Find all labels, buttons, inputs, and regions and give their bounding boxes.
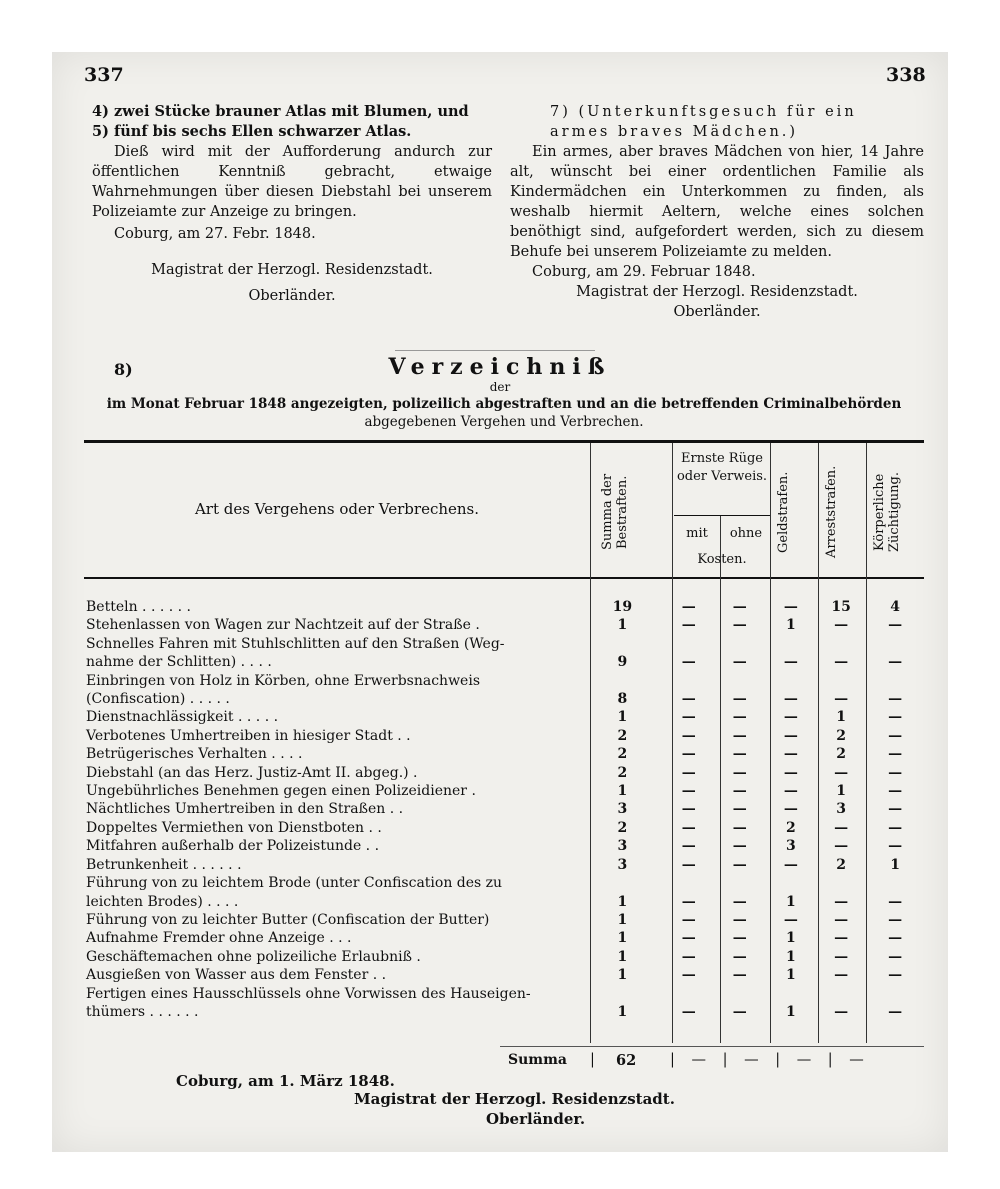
ohne-cell: — — [732, 783, 747, 800]
summa-dashes: | — | — | — | — — [670, 1052, 870, 1068]
offence-cell: Aufnahme Fremder ohne Anzeige . . . — [86, 930, 352, 947]
table-row — [84, 856, 924, 874]
table-row — [84, 672, 924, 690]
offence-cell: Nächtliches Umhertreiben in den Straßen . . — [86, 801, 404, 818]
ad-signer: Magistrat der Herzogl. Residenzstadt. — [576, 284, 858, 300]
page-number-right: 338 — [886, 64, 926, 86]
table-row — [84, 690, 924, 708]
summa-cell: 1 — [617, 893, 628, 910]
header-kosten: Kosten. — [697, 552, 747, 567]
ohne-cell — [714, 635, 766, 653]
geld-cell: 1 — [785, 1003, 796, 1020]
arrest-cell: — — [834, 691, 849, 708]
koerper-cell: — — [888, 617, 903, 634]
koerper-cell: — — [888, 930, 903, 947]
koerper-cell — [866, 874, 924, 892]
geld-cell: — — [783, 746, 798, 763]
offence-cell: Verbotenes Umhertreiben in hiesiger Stadt . . — [86, 727, 411, 744]
summa-cell: 1 — [617, 967, 628, 984]
mit-cell: — — [681, 838, 696, 855]
koerper-cell: — — [888, 727, 903, 744]
offence-cell: Führung von zu leichter Butter (Confiscation der Butter) — [86, 911, 490, 928]
koerper-cell: — — [888, 709, 903, 726]
mit-cell: — — [681, 727, 696, 744]
footer-date: Coburg, am 1. März 1848. — [176, 1072, 395, 1090]
summa-cell: 3 — [617, 838, 628, 855]
table-top-rule — [84, 440, 924, 443]
ohne-cell: — — [732, 838, 747, 855]
geld-cell: — — [783, 654, 798, 671]
summa-cell: 1 — [617, 948, 628, 965]
mit-cell — [664, 985, 714, 1003]
geld-cell: — — [783, 599, 798, 615]
geld-cell: — — [783, 691, 798, 708]
table-row — [84, 966, 924, 984]
koerper-cell — [866, 672, 924, 690]
geld-cell: 1 — [785, 967, 796, 984]
summa-cell: 1 — [617, 783, 628, 800]
mit-cell: — — [681, 967, 696, 984]
table-row — [84, 819, 924, 837]
arrest-cell: — — [834, 819, 849, 836]
koerper-cell: — — [888, 967, 903, 984]
ohne-cell: — — [732, 819, 747, 836]
ohne-cell: — — [732, 930, 747, 947]
arrest-cell: 1 — [836, 783, 846, 800]
mit-cell: — — [681, 930, 696, 947]
mit-cell — [664, 635, 714, 653]
table-row — [84, 837, 924, 855]
ohne-cell: — — [732, 691, 747, 708]
summa-cell — [581, 635, 664, 653]
notice-paragraph: Dieß wird mit der Aufforderung andurch zur öffentlichen Kenntniß gebracht, etwaige Wahrnehmungen über diesen Diebstahl bei unserem Polizeiamte zur Anzeige zu bringen. — [92, 144, 492, 220]
arrest-cell — [816, 672, 866, 690]
ohne-cell: — — [732, 617, 747, 634]
mit-cell: — — [681, 1003, 696, 1020]
offence-cell: Betrunkenheit . . . . . . — [86, 856, 242, 873]
table-row — [84, 653, 924, 671]
table-row — [84, 782, 924, 800]
arrest-cell: — — [834, 893, 849, 910]
ohne-cell: — — [732, 1003, 747, 1020]
geld-cell: — — [783, 856, 798, 873]
offence-cell: Betteln . . . . . . — [86, 599, 192, 615]
ohne-cell: — — [732, 856, 747, 873]
ad-heading: 7) (Unterkunftsgesuch für ein armes braves Mädchen.) — [550, 104, 857, 140]
mit-cell: — — [681, 801, 696, 818]
right-column — [510, 102, 924, 322]
offence-cell: Betrügerisches Verhalten . . . . — [86, 746, 303, 763]
kosten-rule — [674, 515, 770, 516]
arrest-cell: — — [834, 948, 849, 965]
mit-cell: — — [681, 709, 696, 726]
table-row — [84, 727, 924, 745]
geld-cell: — — [783, 709, 798, 726]
geld-cell: — — [783, 801, 798, 818]
summa-cell — [581, 672, 664, 690]
summa-cell: 1 — [617, 911, 628, 928]
notice-name: Oberländer. — [248, 288, 336, 304]
section-der: der — [489, 380, 511, 394]
section-line-2: abgegebenen Vergehen und Verbrechen. — [364, 414, 644, 430]
table-row — [84, 616, 924, 634]
arrest-cell — [816, 985, 866, 1003]
arrest-cell — [816, 635, 866, 653]
ohne-cell — [714, 672, 766, 690]
mit-cell: — — [681, 691, 696, 708]
item-line-5: 5) fünf bis sechs Ellen schwarzer Atlas. — [92, 123, 412, 140]
header-koerper: Körperliche Züchtigung. — [872, 472, 902, 552]
ohne-cell: — — [732, 654, 747, 671]
summa-cell — [581, 874, 664, 892]
summa-cell: 19 — [612, 599, 633, 615]
header-geld: Geldstrafen. — [776, 471, 791, 553]
geld-cell: 2 — [785, 819, 796, 836]
table-row — [84, 948, 924, 966]
offence-cell: Führung von zu leichtem Brode (unter Confiscation des zu — [86, 875, 503, 892]
mit-cell: — — [681, 948, 696, 965]
summa-cell: 3 — [617, 801, 628, 818]
geld-cell: 3 — [785, 838, 796, 855]
geld-cell: 1 — [785, 617, 796, 634]
summa-cell: 2 — [617, 819, 628, 836]
mit-cell: — — [681, 654, 696, 671]
ad-date: Coburg, am 29. Februar 1848. — [532, 264, 756, 280]
geld-cell: 1 — [785, 948, 796, 965]
summa-cell: 8 — [617, 691, 628, 708]
arrest-cell: 2 — [836, 727, 846, 744]
page-number-left: 337 — [84, 64, 124, 86]
arrest-cell: 2 — [836, 856, 846, 873]
offence-cell: nahme der Schlitten) . . . . — [86, 654, 272, 671]
ohne-cell: — — [732, 911, 747, 928]
koerper-cell — [866, 985, 924, 1003]
arrest-cell: 2 — [836, 746, 846, 763]
geld-cell — [766, 874, 816, 892]
koerper-cell: — — [888, 654, 903, 671]
header-mit: mit — [686, 526, 708, 541]
offence-cell: Schnelles Fahren mit Stuhlschlitten auf den Straßen (Weg- — [86, 635, 505, 652]
ad-paragraph: Ein armes, aber braves Mädchen von hier, 14 Jahre alt, wünscht bei einer ordentlichen Familie als Kindermädchen ein Unterkommen zu finden, als weshalb hiermit Aeltern, welche eines solchen benöthigt sind, aufgefordert werden, sich zu diesem Behufe bei unserem Polizeiamte zu melden. — [510, 144, 924, 260]
arrest-cell: — — [834, 764, 849, 781]
header-art: Art des Vergehens oder Verbrechens. — [194, 500, 480, 518]
mit-cell — [664, 672, 714, 690]
koerper-cell: — — [888, 691, 903, 708]
offence-cell: Einbringen von Holz in Körben, ohne Erwerbsnachweis — [86, 672, 481, 689]
koerper-cell — [866, 635, 924, 653]
arrest-cell: — — [834, 911, 849, 928]
ohne-cell: — — [732, 893, 747, 910]
summa-cell: 9 — [617, 654, 628, 671]
geld-cell: — — [783, 783, 798, 800]
ohne-cell: — — [732, 727, 747, 744]
koerper-cell: — — [888, 948, 903, 965]
ohne-cell: — — [732, 967, 747, 984]
ad-name: Oberländer. — [673, 304, 761, 320]
offence-cell: (Confiscation) . . . . . — [86, 691, 230, 708]
arrest-cell: — — [834, 617, 849, 634]
offence-table — [84, 598, 924, 1021]
koerper-cell: — — [888, 893, 903, 910]
ohne-cell — [714, 874, 766, 892]
summa-cell: 2 — [617, 727, 628, 744]
geld-cell: — — [783, 911, 798, 928]
koerper-cell: — — [888, 801, 903, 818]
geld-cell: 1 — [785, 893, 796, 910]
summa-rule — [500, 1046, 924, 1047]
mit-cell: — — [681, 893, 696, 910]
offence-cell: leichten Brodes) . . . . — [86, 893, 239, 910]
arrest-cell: 15 — [831, 599, 851, 615]
table-row — [84, 800, 924, 818]
summa-cell: 1 — [617, 930, 628, 947]
header-arrest: Arreststrafen. — [824, 465, 839, 559]
offence-cell: Mitfahren außerhalb der Polizeistunde . . — [86, 838, 380, 855]
section-number: 8) — [114, 360, 133, 379]
koerper-cell: 1 — [890, 856, 901, 873]
mit-cell: — — [681, 764, 696, 781]
header-ohne: ohne — [729, 526, 763, 541]
summa-label: Summa — [508, 1052, 567, 1068]
summa-total: 62 — [616, 1052, 637, 1069]
arrest-cell: — — [834, 930, 849, 947]
summa-cell: 3 — [617, 856, 628, 873]
ohne-cell: — — [732, 948, 747, 965]
geld-cell — [766, 672, 816, 690]
table-row — [84, 745, 924, 763]
koerper-cell: — — [888, 911, 903, 928]
divider — [395, 350, 595, 351]
koerper-cell: — — [888, 764, 903, 781]
footer-signer: Magistrat der Herzogl. Residenzstadt. — [354, 1090, 675, 1108]
arrest-cell: 3 — [836, 801, 846, 818]
offence-cell: thümers . . . . . . — [86, 1003, 199, 1020]
mit-cell: — — [681, 599, 696, 615]
notice-signer: Magistrat der Herzogl. Residenzstadt. — [151, 262, 433, 278]
ohne-cell — [714, 985, 766, 1003]
offence-cell: Dienstnachlässigkeit . . . . . — [86, 709, 279, 726]
geld-cell — [766, 985, 816, 1003]
koerper-cell: — — [888, 1003, 903, 1020]
geld-cell — [766, 635, 816, 653]
table-row — [84, 1003, 924, 1021]
mit-cell — [664, 874, 714, 892]
offence-cell: Diebstahl (an das Herz. Justiz-Amt II. abgeg.) . — [86, 764, 418, 781]
offence-cell: Stehenlassen von Wagen zur Nachtzeit auf der Straße . — [86, 617, 480, 634]
koerper-cell: 4 — [890, 599, 901, 615]
table-row — [84, 985, 924, 1003]
koerper-cell: — — [888, 819, 903, 836]
offence-cell: Ungebührliches Benehmen gegen einen Polizeidiener . — [86, 783, 476, 800]
header-summa: Summa der Bestraften. — [600, 473, 630, 551]
arrest-cell — [816, 874, 866, 892]
ohne-cell: — — [732, 709, 747, 726]
table-row — [84, 929, 924, 947]
table-row — [84, 598, 924, 616]
summa-cell — [581, 985, 664, 1003]
table-row — [84, 708, 924, 726]
mit-cell: — — [681, 911, 696, 928]
arrest-cell: — — [834, 838, 849, 855]
offence-cell: Doppeltes Vermiethen von Dienstboten . . — [86, 819, 382, 836]
item-line-4: 4) zwei Stücke brauner Atlas mit Blumen, und — [92, 103, 469, 120]
arrest-cell: — — [834, 1003, 849, 1020]
section-title: Verzeichniß — [388, 354, 612, 380]
table-row — [84, 764, 924, 782]
table-row — [84, 635, 924, 653]
ohne-cell: — — [732, 599, 747, 615]
geld-cell: — — [783, 727, 798, 744]
mit-cell: — — [681, 617, 696, 634]
header-ruege: Ernste Rüge oder Verweis. — [676, 451, 768, 484]
mit-cell: — — [681, 746, 696, 763]
table-row — [84, 911, 924, 929]
summa-cell: 1 — [617, 1003, 628, 1020]
footer-name: Oberländer. — [486, 1110, 586, 1128]
summa-cell: 2 — [617, 746, 628, 763]
arrest-cell: 1 — [836, 709, 846, 726]
ohne-cell: — — [732, 764, 747, 781]
offence-cell: Geschäftemachen ohne polizeiliche Erlaubniß . — [86, 948, 421, 965]
summa-cell: 1 — [617, 709, 628, 726]
mit-cell: — — [681, 783, 696, 800]
table-row — [84, 893, 924, 911]
summa-cell: 1 — [617, 617, 628, 634]
koerper-cell: — — [888, 783, 903, 800]
ohne-cell: — — [732, 746, 747, 763]
table-row — [84, 874, 924, 892]
mit-cell: — — [681, 819, 696, 836]
offence-cell: Ausgießen von Wasser aus dem Fenster . . — [86, 967, 387, 984]
table-header-rule — [84, 577, 924, 579]
mit-cell: — — [681, 856, 696, 873]
left-column — [92, 102, 492, 306]
summa-bar: | — [590, 1052, 595, 1068]
koerper-cell: — — [888, 746, 903, 763]
arrest-cell: — — [834, 654, 849, 671]
geld-cell: 1 — [785, 930, 796, 947]
summa-cell: 2 — [617, 764, 628, 781]
geld-cell: — — [783, 764, 798, 781]
ohne-cell: — — [732, 801, 747, 818]
notice-date: Coburg, am 27. Febr. 1848. — [114, 226, 316, 242]
arrest-cell: — — [834, 967, 849, 984]
koerper-cell: — — [888, 838, 903, 855]
section-line-1: im Monat Februar 1848 angezeigten, polizeilich abgestraften und an die betreffenden Criminalbehörden — [106, 396, 902, 412]
offence-cell: Fertigen eines Hausschlüssels ohne Vorwissen des Hauseigen- — [86, 985, 531, 1002]
